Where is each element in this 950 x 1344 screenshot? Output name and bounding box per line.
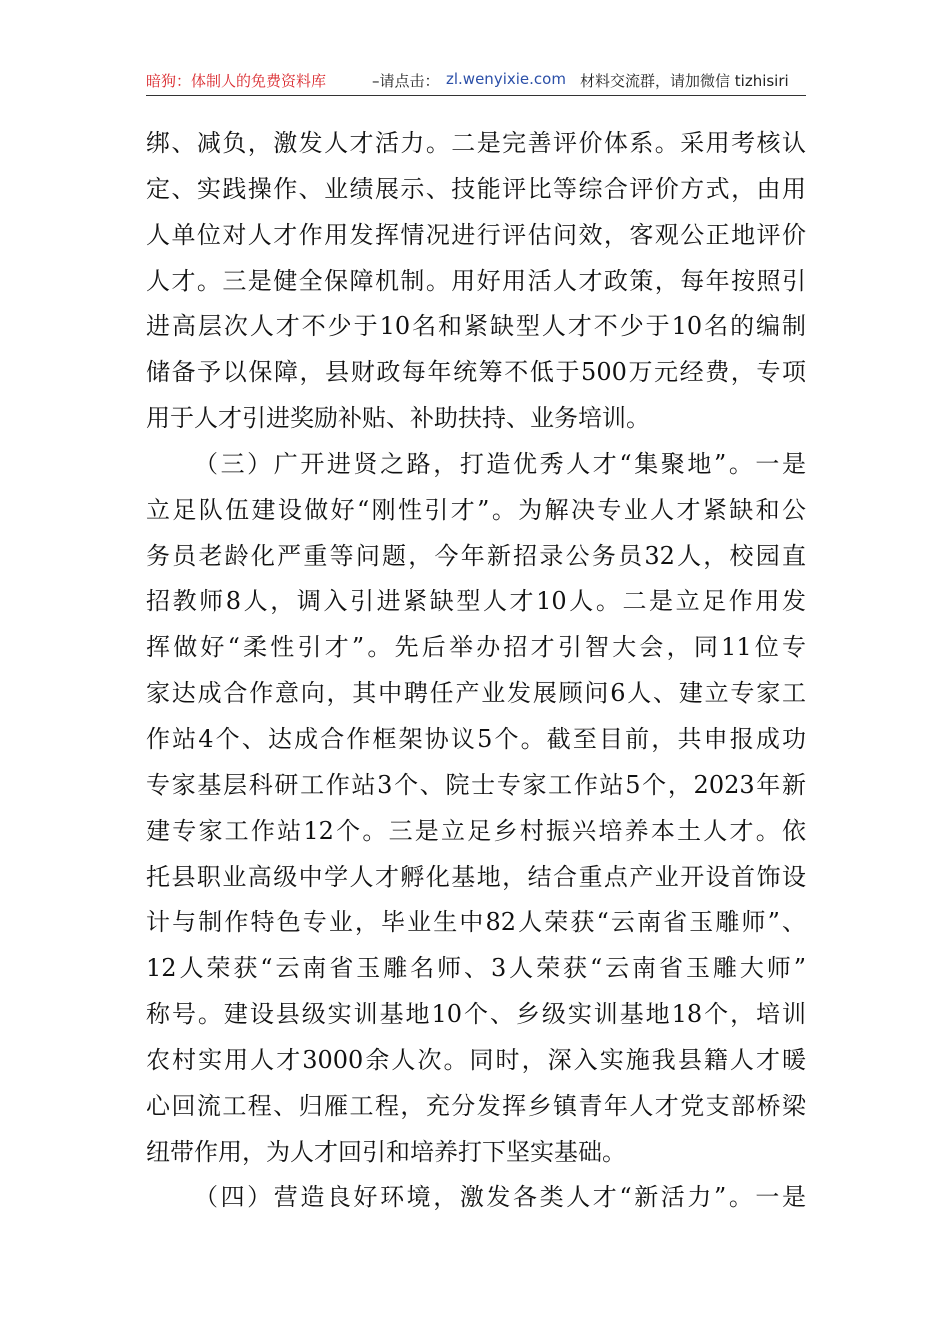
text-line: 招教师8人，调入引进紧缺型人才10人。二是立足作用发	[146, 587, 806, 616]
section-heading-line: （三）广开进贤之路，打造优秀人才“集聚地”。一是	[194, 449, 806, 478]
text-line: 作站4个、达成合作框架协议5个。截至目前，共申报成功	[146, 724, 806, 753]
text-line: 农村实用人才3000余人次。同时，深入实施我县籍人才暖	[146, 1045, 806, 1074]
text-line: 人单位对人才作用发挥情况进行评估问效，客观公正地评价	[146, 220, 806, 249]
header-click-prefix: –请点击：	[372, 72, 440, 90]
text-line: 专家基层科研工作站3个、院士专家工作站5个，2023年新	[146, 770, 806, 799]
text-line: 绑、减负，激发人才活力。二是完善评价体系。采用考核认	[146, 129, 806, 157]
section-heading-line: （四）营造良好环境，激发各类人才“新活力”。一是	[194, 1183, 806, 1212]
text-line: 家达成合作意向，其中聘任产业发展顾问6人、建立专家工	[146, 679, 806, 708]
text-line: 人才。三是健全保障机制。用好用活人才政策，每年按照引	[146, 266, 806, 295]
document-body	[146, 121, 806, 1221]
text-line: 进高层次人才不少于10名和紧缺型人才不少于10名的编制	[146, 312, 806, 341]
text-line: 立足队伍建设做好“刚性引才”。为解决专业人才紧缺和公	[146, 495, 806, 524]
text-line: 称号。建设县级实训基地10个、乡级实训基地18个，培训	[146, 1000, 806, 1029]
text-line: 定、实践操作、业绩展示、技能评比等综合评价方式，由用	[146, 174, 806, 203]
page-header	[146, 66, 806, 94]
header-url-link[interactable]: zl.wenyixie.com	[446, 70, 566, 88]
header-divider	[146, 95, 806, 96]
text-line: 托县职业高级中学人才孵化基地，结合重点产业开设首饰设	[146, 862, 806, 891]
text-line: 用于人才引进奖励补贴、补助扶持、业务培训。	[146, 404, 650, 433]
text-line: 计与制作特色专业，毕业生中82人荣获“云南省玉雕师”、	[146, 908, 806, 937]
text-line: 心回流工程、归雁工程，充分发挥乡镇青年人才党支部桥梁	[146, 1091, 806, 1120]
text-line: 挥做好“柔性引才”。先后举办招才引智大会，同11位专	[146, 633, 806, 662]
text-line: 务员老龄化严重等问题，今年新招录公务员32人，校园直	[146, 541, 806, 570]
text-line: 储备予以保障，县财政每年统筹不低于500万元经费，专项	[146, 358, 806, 387]
text-line: 建专家工作站12个。三是立足乡村振兴培养本土人才。依	[146, 816, 806, 845]
text-line: 12人荣获“云南省玉雕名师、3人荣获“云南省玉雕大师”	[146, 954, 806, 983]
header-promo-text: 暗狗：体制人的免费资料库	[146, 72, 327, 90]
header-contact-text: 材料交流群，请加微信 tizhisiri	[580, 72, 789, 90]
text-line: 纽带作用，为人才回引和培养打下坚实基础。	[146, 1137, 626, 1166]
